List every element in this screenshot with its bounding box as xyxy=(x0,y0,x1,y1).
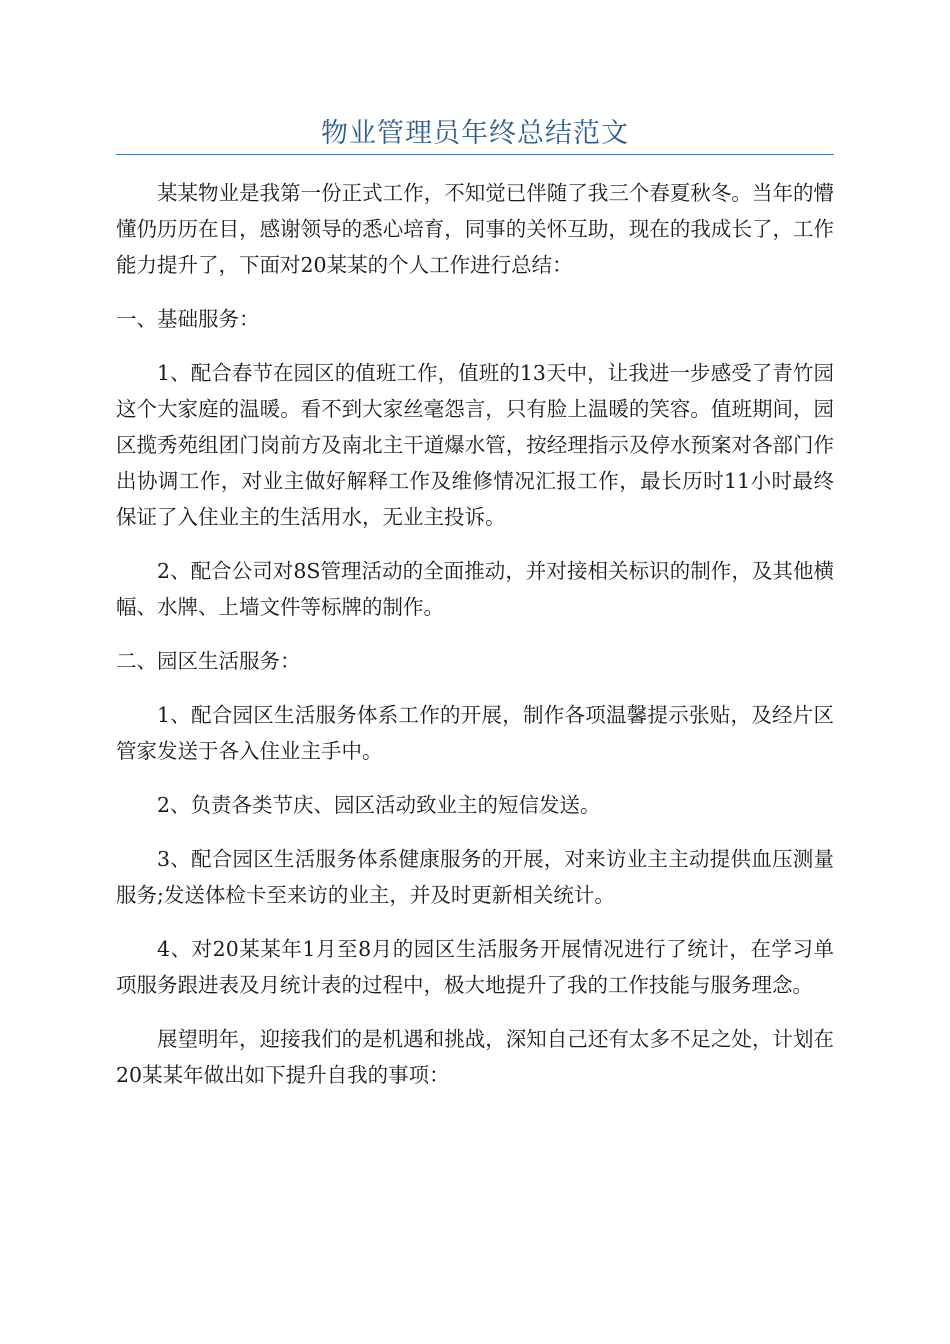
paragraph-basic-2: 2、配合公司对8S管理活动的全面推动，并对接相关标识的制作，及其他横幅、水牌、上墙文件等标牌的制作。 xyxy=(116,559,834,619)
paragraph-basic-1: 1、配合春节在园区的值班工作，值班的13天中，让我进一步感受了青竹园这个大家庭的温暖。看不到大家丝毫怨言，只有脸上温暖的笑容。值班期间，园区揽秀苑组团门岗前方及南北主干道爆水管，按经理指示及停水预案对各部门作出协调工作，对业主做好解释工作及维修情况汇报工作，最长历时11小时最终保证了入住业主的生活用水，无业主投诉。 xyxy=(116,361,834,529)
paragraph-life-4: 4、对20某某年1月至8月的园区生活服务开展情况进行了统计，在学习单项服务跟进表及月统计表的过程中，极大地提升了我的工作技能与服务理念。 xyxy=(116,937,834,997)
paragraph-life-3: 3、配合园区生活服务体系健康服务的开展，对来访业主主动提供血压测量服务;发送体检卡至来访的业主，并及时更新相关统计。 xyxy=(116,847,834,907)
paragraph-outlook: 展望明年，迎接我们的是机遇和挑战，深知自己还有太多不足之处，计划在20某某年做出如下提升自我的事项： xyxy=(116,1027,834,1087)
document-body xyxy=(116,175,834,1111)
paragraph-life-2: 2、负责各类节庆、园区活动致业主的短信发送。 xyxy=(157,793,601,817)
title-underline xyxy=(116,154,834,155)
section-heading-basic-services: 一、基础服务： xyxy=(116,307,260,331)
document-title: 物业管理员年终总结范文 xyxy=(321,118,629,149)
paragraph-life-1: 1、配合园区生活服务体系工作的开展，制作各项温馨提示张贴，及经片区管家发送于各入住业主手中。 xyxy=(116,703,834,763)
section-heading-life-services: 二、园区生活服务： xyxy=(116,649,301,673)
paragraph-intro: 某某物业是我第一份正式工作，不知觉已伴随了我三个春夏秋冬。当年的懵懂仍历历在目，感谢领导的悉心培育，同事的关怀互助，现在的我成长了，工作能力提升了，下面对20某某的个人工作进行总结： xyxy=(116,181,834,277)
